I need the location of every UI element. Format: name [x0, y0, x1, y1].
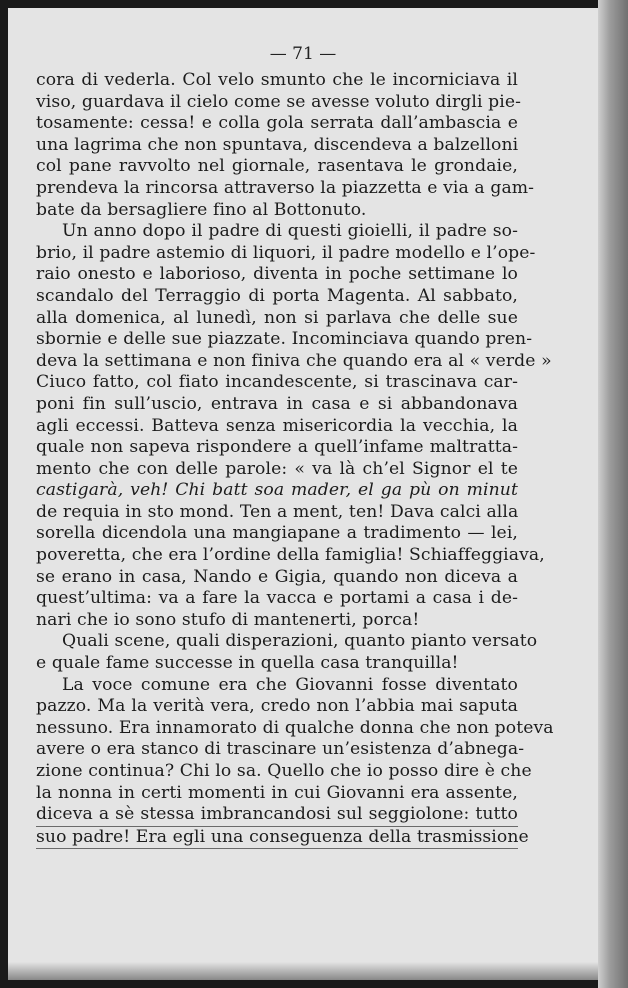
text-line: quest’ultima: va a fare la vacca e portami a casa i de- — [36, 588, 518, 609]
text-line: poveretta, che era l’ordine della famiglia! Schiaffeggiava, — [36, 545, 545, 566]
text-line: castigarà, veh! Chi batt soa mader, el ga pù on minut — [36, 480, 518, 501]
book-page — [8, 8, 598, 980]
text-line: brio, il padre astemio di liquori, il padre modello e l’ope- — [36, 242, 536, 263]
text-line: Un anno dopo il padre di questi gioielli, il padre so- — [62, 221, 518, 242]
text-line: zione continua? Chi lo sa. Quello che io posso dire è che — [36, 761, 532, 781]
text-line: prendeva la rincorsa attraverso la piazzetta e via a gam- — [36, 177, 535, 198]
text-line: avere o era stanco di trascinare un’esistenza d’abnega- — [36, 739, 525, 760]
text-line: cora di vederla. Col velo smunto che le incorniciava il — [36, 70, 518, 90]
text-line: la nonna in certi momenti in cui Giovanni era assente, — [36, 782, 518, 803]
text-line: suo padre! Era egli una conseguenza della trasmissione — [36, 827, 518, 850]
text-line: agli eccessi. Batteva senza misericordia la vecchia, la — [36, 415, 518, 436]
text-line: se erano in casa, Nando e Gigia, quando non diceva a — [36, 566, 518, 587]
text-line: mento che con delle parole: « va là ch’el Signor el te — [36, 458, 518, 479]
text-line: sorella dicendola una mangiapane a tradimento — lei, — [36, 523, 518, 544]
text-line: deva la settimana e non finiva che quando era al « verde » — [36, 350, 552, 371]
text-line: sbornie e delle sue piazzate. Incominciava quando pren- — [36, 329, 533, 350]
text-line: scandalo del Terraggio di porta Magenta. Al sabbato, — [36, 285, 518, 306]
text-line: viso, guardava il cielo come se avesse voluto dirgli pie- — [36, 91, 522, 112]
text-line: poni fin sull’uscio, entrava in casa e si abbandonava — [36, 393, 518, 414]
text-line: una lagrima che non spuntava, discendeva a balzelloni — [36, 134, 519, 155]
text-line: La voce comune era che Giovanni fosse diventato — [62, 674, 518, 695]
page-number: — 71 — — [269, 44, 337, 64]
text-line: col pane ravvolto nel giornale, rasentava le grondaie, — [36, 156, 518, 177]
text-line: nari che io sono stufo di mantenerti, porca! — [36, 609, 420, 630]
text-line: nessuno. Era innamorato di qualche donna che non poteva — [36, 717, 554, 738]
page-shadow — [8, 962, 598, 980]
text-line: tosamente: cessa! e colla gola serrata dall’ambascia e — [36, 113, 518, 134]
text-line: quale non sapeva rispondere a quell’infame maltratta- — [36, 437, 518, 458]
book-edge — [598, 0, 628, 988]
text-line: alla domenica, al lunedì, non si parlava che delle sue — [36, 307, 518, 328]
text-line: e quale fame successe in quella casa tranquilla! — [36, 653, 459, 674]
text-line: raio onesto e laborioso, diventa in poche settimane lo — [36, 264, 518, 285]
body-text — [36, 70, 554, 849]
text-line: diceva a sè stessa imbrancandosi sul seggiolone: tutto — [36, 804, 518, 827]
text-line: de requia in sto mond. Ten a ment, ten! Dava calci alla — [36, 501, 519, 522]
text-line: Quali scene, quali disperazioni, quanto pianto versato — [62, 631, 538, 652]
text-line: pazzo. Ma la verità vera, credo non l’abbia mai saputa — [36, 696, 518, 717]
text-line: Ciuco fatto, col fiato incandescente, si trascinava car- — [36, 372, 518, 393]
text-line: bate da bersagliere fino al Bottonuto. — [36, 199, 367, 220]
